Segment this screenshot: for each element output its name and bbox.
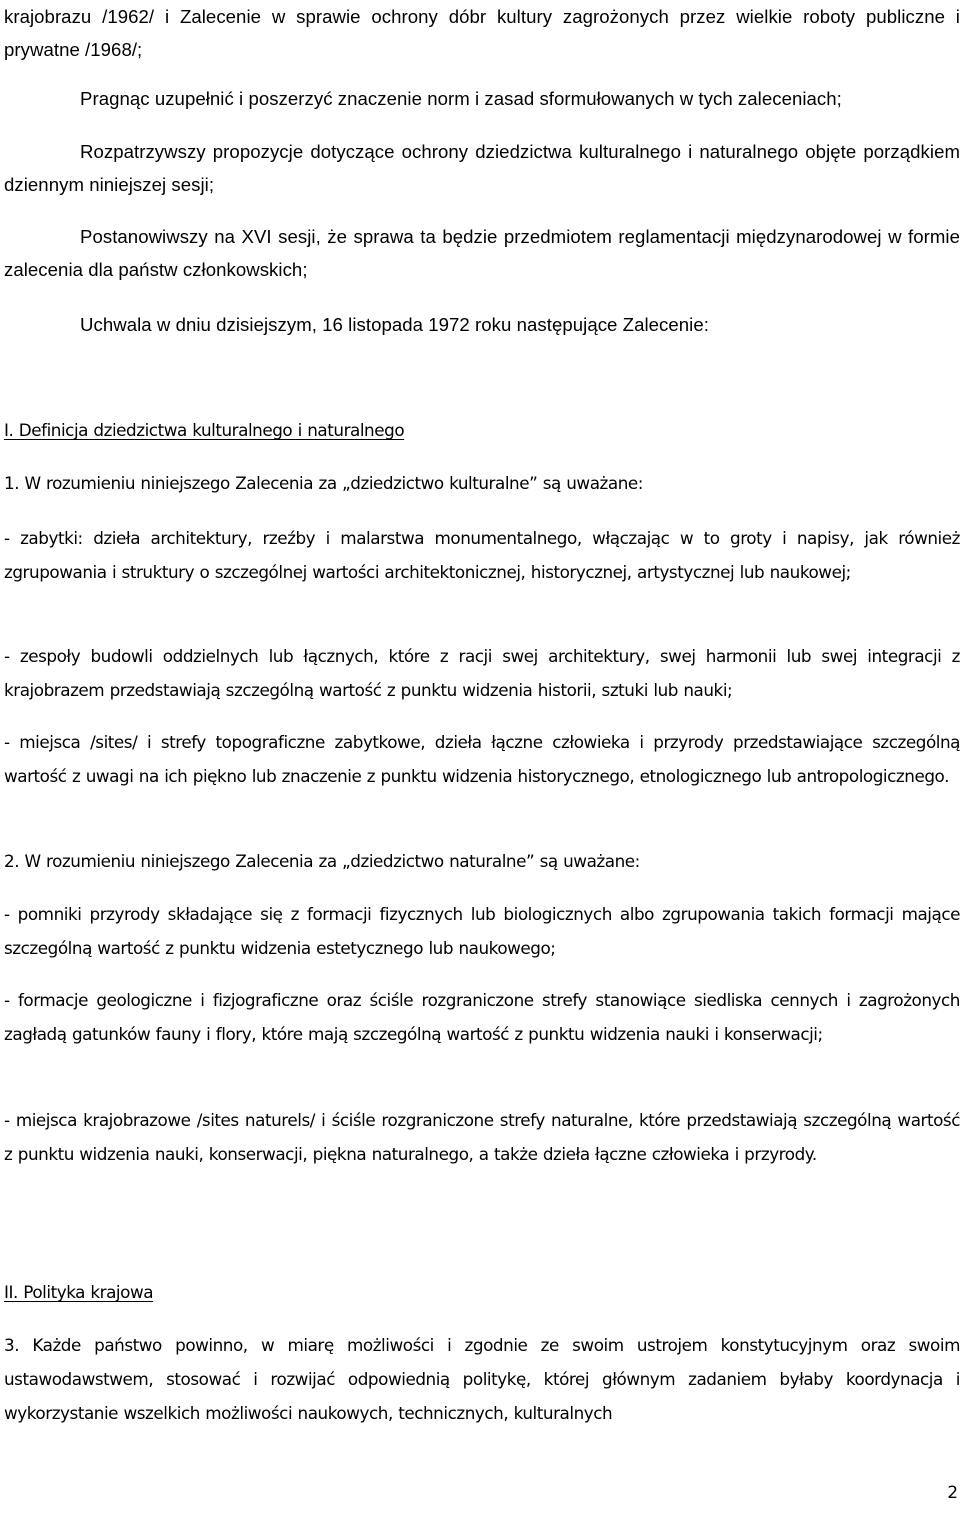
document-page xyxy=(4,0,960,1515)
list-item: - miejsca /sites/ i strefy topograficzne zabytkowe, dzieła łączne człowieka i przyrody przedstawiające szczególną wartość z uwagi na ich piękno lub znaczenie z punktu widzenia historycznego, etnologicznego lub antropologicznego. xyxy=(4,732,960,786)
list-item: - formacje geologiczne i fizjograficzne oraz ściśle rozgraniczone strefy stanowiące siedliska cennych i zagrożonych zagładą gatunków fauny i flory, które mają szczególną wartość z punktu widzenia nauki i konserwacji; xyxy=(4,990,960,1044)
page-number: 2 xyxy=(947,1482,958,1502)
paragraph-having-considered: Rozpatrzywszy propozycje dotyczące ochrony dziedzictwa kulturalnego i naturalnego objęte porządkiem dziennym niniejszej sesji; xyxy=(4,141,960,195)
paragraph-having-decided: Postanowiwszy na XVI sesji, że sprawa ta będzie przedmiotem reglamentacji międzynarodowej w formie zalecenia dla państw członkowskich; xyxy=(4,226,960,280)
list-item: - pomniki przyrody składające się z formacji fizycznych lub biologicznych albo zgrupowania takich formacji mające szczególną wartość z punktu widzenia estetycznego lub naukowego; xyxy=(4,904,960,958)
list-item: - miejsca krajobrazowe /sites naturels/ i ściśle rozgraniczone strefy naturalne, które przedstawiają szczególną wartość z punktu widzenia nauki, konserwacji, piękna naturalnego, a także dzieła łączne człowieka i przyrody. xyxy=(4,1110,960,1164)
list-item: - zespoły budowli oddzielnych lub łącznych, które z racji swej architektury, swej harmonii lub swej integracji z krajobrazem przedstawiają szczególną wartość z punktu widzenia historii, sztuki lub nauki; xyxy=(4,646,960,700)
paragraph-adopts: Uchwala w dniu dzisiejszym, 16 listopada 1972 roku następujące Zalecenie: xyxy=(80,314,709,335)
section-heading-definitions: I. Definicja dziedzictwa kulturalnego i naturalnego xyxy=(4,420,405,440)
item-3-national-policy: 3. Każde państwo powinno, w miarę możliwości i zgodnie ze swoim ustrojem konstytucyjnym oraz swoim ustawodawstwem, stosować i rozwijać odpowiednią politykę, której głównym zadaniem byłaby koordynacja i wykorzystanie wszelkich możliwości naukowych, technicznych, kulturalnych xyxy=(4,1335,960,1423)
paragraph-wishing-to-supplement: Pragnąc uzupełnić i poszerzyć znaczenie norm i zasad sformułowanych w tych zaleceniach; xyxy=(80,88,842,109)
section-heading-national-policy: II. Polityka krajowa xyxy=(4,1282,154,1302)
list-item: - zabytki: dzieła architektury, rzeźby i malarstwa monumentalnego, włączając w to groty i napisy, jak również zgrupowania i struktury o szczególnej wartości architektonicznej, historycznej, artystycznej lub naukowej; xyxy=(4,528,960,582)
item-2-natural-heritage: 2. W rozumieniu niniejszego Zalecenia za „dziedzictwo naturalne” są uważane: xyxy=(4,851,640,871)
item-1-cultural-heritage: 1. W rozumieniu niniejszego Zalecenia za „dziedzictwo kulturalne” są uważane: xyxy=(4,473,643,493)
paragraph-previous-recommendations: krajobrazu /1962/ i Zalecenie w sprawie ochrony dóbr kultury zagrożonych przez wielkie roboty publiczne i prywatne /1968/; xyxy=(4,6,960,60)
